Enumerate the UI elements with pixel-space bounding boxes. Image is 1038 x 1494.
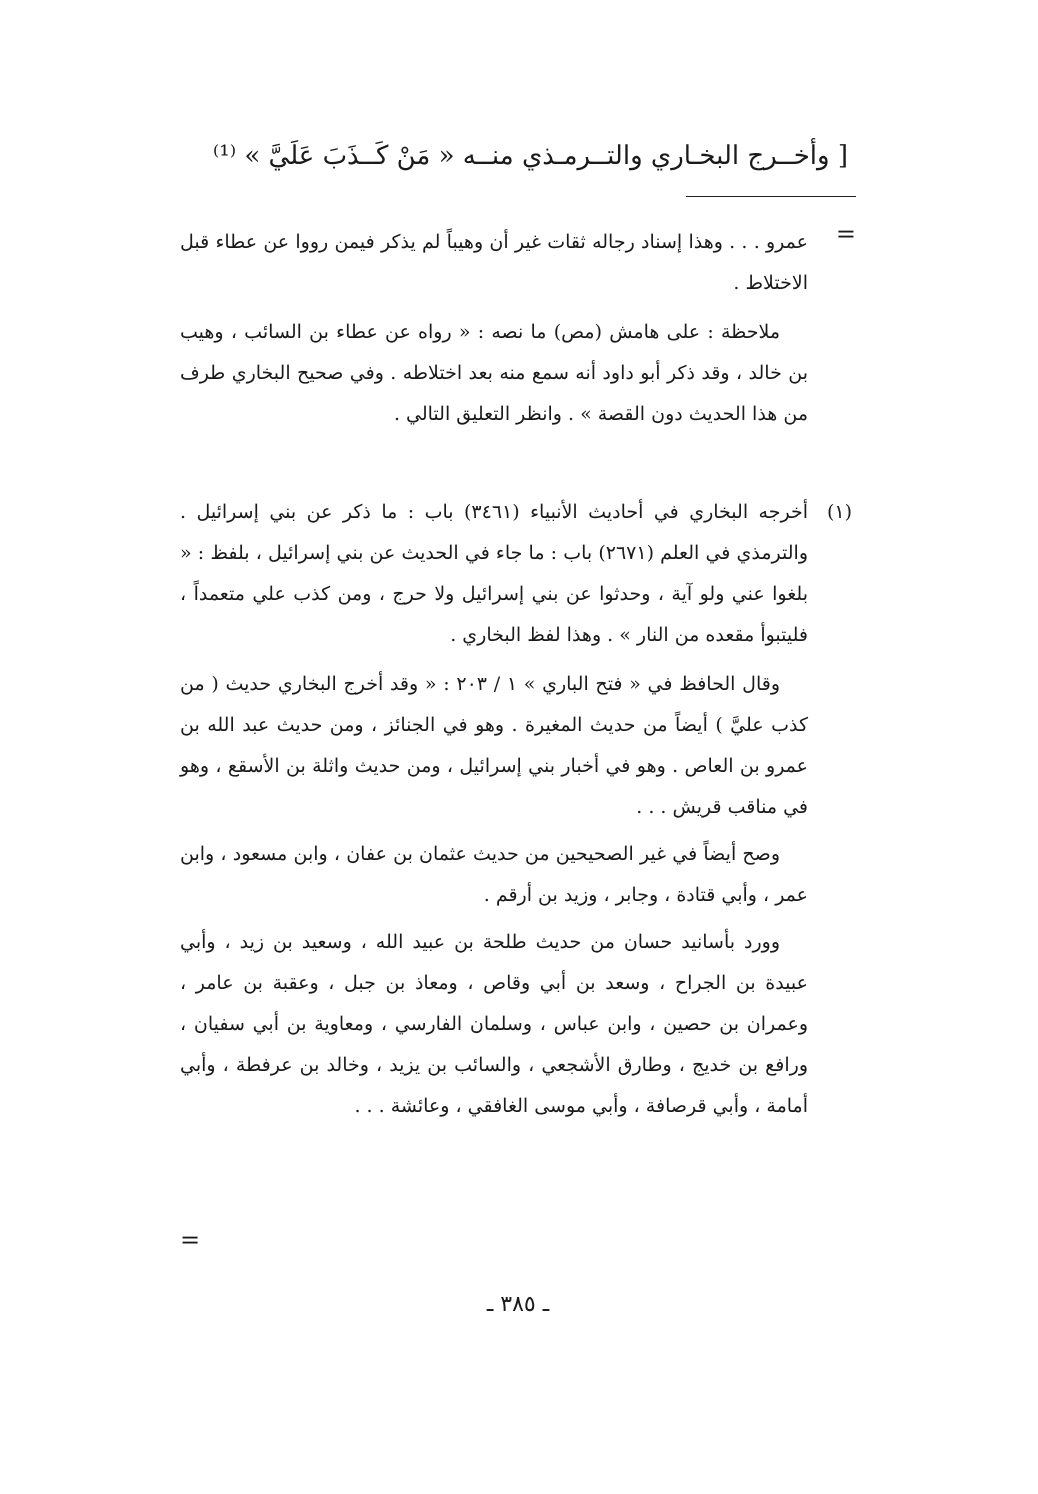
footnote-number: (١): [826, 501, 852, 523]
page-heading: [ وأخــرج البخـاري والتــرمـذي منــه « مَنْ كَــذَبَ عَلَيَّ » ⁽¹⁾: [212, 141, 848, 171]
footnote-separator-rule: [686, 196, 856, 197]
continued-footnote-paragraph: عمرو . . . وهذا إسناد رجاله ثقات غير أن وهيباً لم يذكر فيمن رووا عن عطاء قبل الاختلاط .: [180, 231, 808, 294]
footnote-paragraph: أخرجه البخاري في أحاديث الأنبياء (٣٤٦١) باب : ما ذكر عن بني إسرائيل . والترمذي في العلم (٢٦٧١) باب : ما جاء في الحديث عن بني إسرائيل ، بلفظ : « بلغوا عني ولو آية ، وحدثوا عن بني إسرائيل ولا حرج ، ومن كذب علي متعمداً ، فليتبوأ مقعده من النار » . وهذا لفظ البخاري .: [180, 501, 808, 646]
continuation-mark-bottom: =: [180, 1226, 201, 1254]
page-number: ـ ٣٨٥ ـ: [486, 1292, 550, 1317]
continued-footnote: [180, 222, 808, 435]
margin-note-paragraph: ملاحظة : على هامش (مص) ما نصه : « رواه عن عطاء بن السائب ، وهيب بن خالد ، وقد ذكر أبو داود أنه سمع منه بعد اختلاطه . وفي صحيح البخاري طرف من هذا الحديث دون القصة » . وانظر التعليق التالي .: [180, 321, 808, 425]
footnote-paragraph: وورد بأسانيد حسان من حديث طلحة بن عبيد الله ، وسعيد بن زيد ، وأبي عبيدة بن الجراح ، وسعد بن أبي وقاص ، ومعاذ بن جبل ، وعقبة بن عامر ، وعمران بن حصين ، وابن عباس ، وسلمان الفارسي ، ومعاوية بن أبي سفيان ، ورافع بن خديج ، وطارق الأشجعي ، والسائب بن يزيد ، وخالد بن عرفطة ، وأبي أمامة ، وأبي قرصافة ، وأبي موسى الغافقي ، وعائشة . . .: [180, 931, 808, 1117]
footnote-paragraph: وصح أيضاً في غير الصحيحين من حديث عثمان بن عفان ، وابن مسعود ، وابن عمر ، وأبي قتادة ، وجابر ، وزيد بن أرقم .: [180, 843, 808, 906]
continuation-mark-top: =: [835, 220, 856, 248]
footnote-1: [180, 492, 808, 1127]
footnote-paragraph: وقال الحافظ في « فتح الباري » ١ / ٢٠٣ : « وقد أخرج البخاري حديث ( من كذب عليَّ ) أيضاً من حديث المغيرة . وهو في الجنائز ، ومن حديث عبد الله بن عمرو بن العاص . وهو في أخبار بني إسرائيل ، ومن حديث واثلة بن الأسقع ، وهو في مناقب قريش . . .: [180, 673, 808, 818]
